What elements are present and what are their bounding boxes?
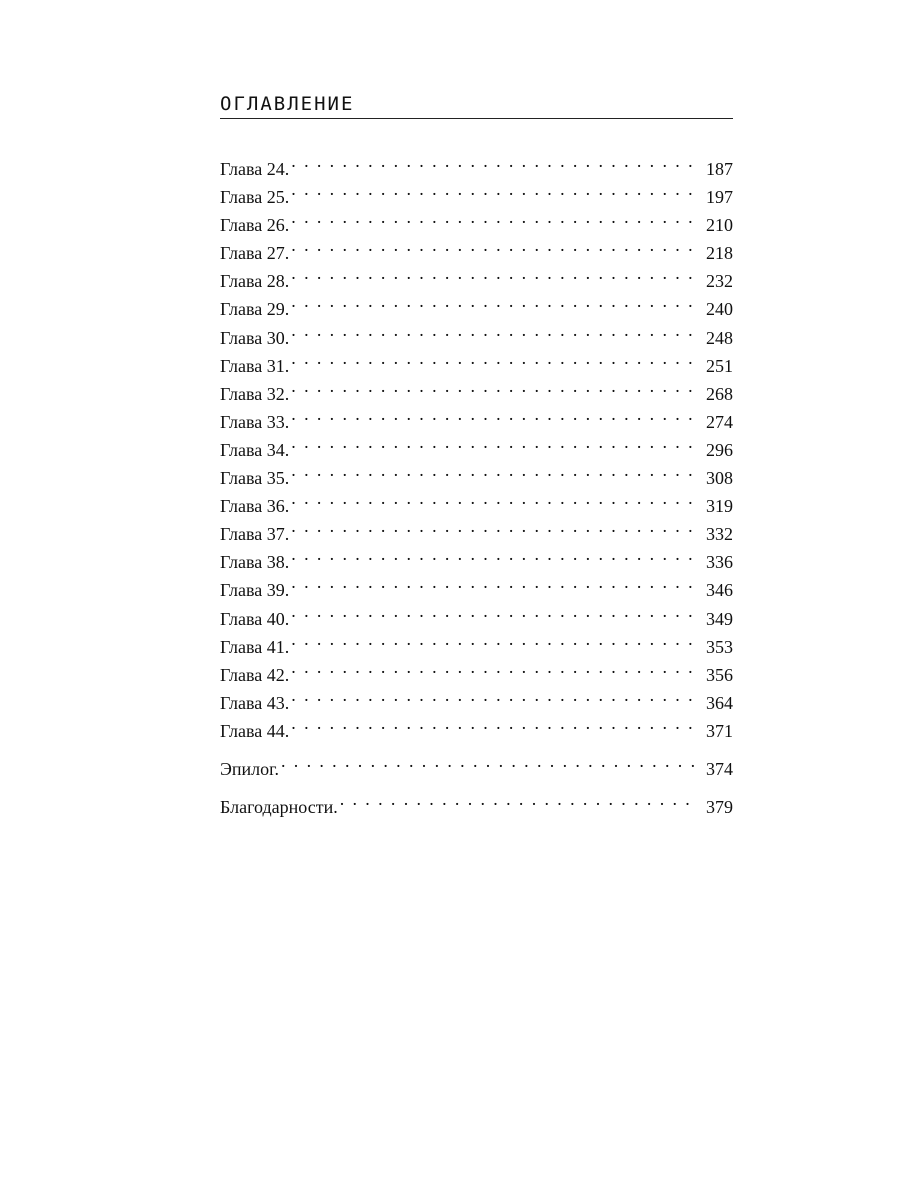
toc-entry-label: Глава 30. xyxy=(220,327,290,348)
dot-leader xyxy=(291,484,695,512)
toc-entry-chapter[interactable] xyxy=(220,540,733,573)
dot-leader xyxy=(291,287,695,315)
toc-entry-chapter[interactable] xyxy=(220,653,733,685)
toc-entry-page: 371 xyxy=(706,720,733,741)
toc-entry-chapter[interactable] xyxy=(220,456,733,489)
toc-entry-page: 356 xyxy=(706,664,733,685)
toc-entry-chapter[interactable] xyxy=(220,203,733,236)
toc-entry-label: Глава 33. xyxy=(220,411,290,432)
toc-entry-label: Глава 26. xyxy=(220,215,290,236)
toc-entry-page: 187 xyxy=(706,159,733,179)
toc-entry-page: 349 xyxy=(706,608,733,629)
toc-entry-label: Глава 44. xyxy=(220,720,290,741)
toc-entry-chapter[interactable] xyxy=(220,512,733,545)
toc-entry-label: Глава 27. xyxy=(220,243,290,264)
toc-entry-page: 364 xyxy=(706,692,733,713)
toc-entry-epilogue[interactable] xyxy=(220,747,733,779)
page-title: ОГЛАВЛЕНИЕ xyxy=(220,93,355,115)
toc-entry-label: Глава 36. xyxy=(220,496,290,517)
toc-entry-page: 251 xyxy=(706,355,733,376)
dot-leader xyxy=(281,747,695,775)
toc-entry-chapter[interactable] xyxy=(220,287,733,320)
toc-entry-chapter[interactable] xyxy=(220,372,733,404)
toc-entry-chapter[interactable] xyxy=(220,625,733,657)
toc-entry-page: 218 xyxy=(706,243,733,264)
dot-leader xyxy=(291,344,695,372)
chapter-list xyxy=(220,147,733,741)
toc-entry-label: Глава 42. xyxy=(220,664,290,685)
dot-leader xyxy=(340,785,695,813)
dot-leader xyxy=(291,231,695,259)
toc-entry-chapter[interactable] xyxy=(220,681,733,713)
toc-entry-page: 268 xyxy=(706,383,733,404)
toc-entry-page: 346 xyxy=(706,580,733,601)
toc-entry-page: 353 xyxy=(706,636,733,657)
toc-entry-page: 296 xyxy=(706,439,733,460)
dot-leader xyxy=(291,597,695,625)
toc-entry-page: 197 xyxy=(706,187,733,208)
toc-entry-chapter[interactable] xyxy=(220,344,733,376)
dot-leader xyxy=(291,540,695,568)
toc-entry-label: Глава 34. xyxy=(220,439,290,460)
toc-entry-page: 210 xyxy=(706,215,733,236)
toc-entry-page: 248 xyxy=(706,327,733,348)
toc-entry-page: 232 xyxy=(706,271,733,292)
toc-entry-label: Глава 39. xyxy=(220,580,290,601)
toc-entry-label: Глава 29. xyxy=(220,299,290,320)
table-of-contents xyxy=(220,147,733,817)
dot-leader xyxy=(291,203,695,231)
toc-entry-label: Глава 37. xyxy=(220,524,290,545)
toc-entry-label: Благодарности. xyxy=(220,796,338,817)
dot-leader xyxy=(291,512,695,540)
toc-entry-label: Глава 28. xyxy=(220,271,290,292)
dot-leader xyxy=(291,709,695,737)
toc-entry-chapter[interactable] xyxy=(220,259,733,292)
dot-leader xyxy=(291,653,695,681)
toc-entry-acknowledgements[interactable] xyxy=(220,785,733,817)
toc-entry-page: 374 xyxy=(706,758,733,779)
dot-leader xyxy=(291,428,695,456)
dot-leader xyxy=(291,316,695,344)
toc-entry-page: 274 xyxy=(706,411,733,432)
toc-entry-chapter[interactable] xyxy=(220,484,733,517)
toc-entry-chapter[interactable] xyxy=(220,400,733,432)
dot-leader xyxy=(291,372,695,400)
toc-entry-chapter[interactable] xyxy=(220,231,733,264)
toc-entry-page: 379 xyxy=(706,796,733,817)
toc-entry-chapter[interactable] xyxy=(220,175,733,208)
toc-entry-chapter[interactable] xyxy=(220,597,733,629)
toc-entry-label: Глава 24. xyxy=(220,159,290,179)
toc-entry-label: Глава 32. xyxy=(220,383,290,404)
toc-entry-label: Глава 38. xyxy=(220,552,290,573)
dot-leader xyxy=(291,175,695,203)
toc-entry-label: Глава 25. xyxy=(220,187,290,208)
toc-entry-label: Глава 31. xyxy=(220,355,290,376)
toc-entry-chapter[interactable] xyxy=(220,428,733,460)
toc-entry-chapter[interactable] xyxy=(220,568,733,601)
toc-entry-page: 336 xyxy=(706,552,733,573)
dot-leader xyxy=(291,625,695,653)
dot-leader xyxy=(291,147,695,175)
toc-entry-label: Эпилог. xyxy=(220,758,279,779)
toc-entry-chapter[interactable] xyxy=(220,147,733,179)
page-header xyxy=(220,90,733,119)
toc-entry-label: Глава 40. xyxy=(220,608,290,629)
toc-entry-page: 332 xyxy=(706,524,733,545)
dot-leader xyxy=(291,400,695,428)
toc-entry-page: 308 xyxy=(706,468,733,489)
toc-entry-page: 319 xyxy=(706,496,733,517)
toc-entry-page: 240 xyxy=(706,299,733,320)
dot-leader xyxy=(291,456,695,484)
dot-leader xyxy=(291,568,695,596)
toc-entry-chapter[interactable] xyxy=(220,316,733,348)
dot-leader xyxy=(291,259,695,287)
toc-entry-label: Глава 41. xyxy=(220,636,290,657)
toc-entry-label: Глава 35. xyxy=(220,468,290,489)
dot-leader xyxy=(291,681,695,709)
toc-entry-chapter[interactable] xyxy=(220,709,733,741)
toc-entry-label: Глава 43. xyxy=(220,692,290,713)
